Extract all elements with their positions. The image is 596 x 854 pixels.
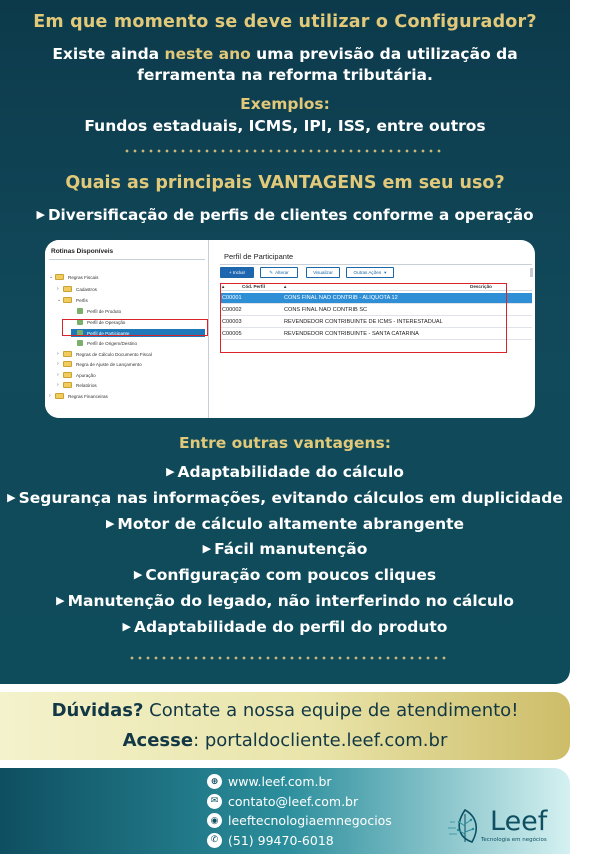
folder-icon [63,382,72,388]
advantage-item [0,566,570,584]
tree-item-label: Cadastros [76,286,97,292]
routines-title: Rotinas Disponíveis [51,248,114,255]
divider [49,259,205,260]
advantage-text: Manutenção do legado, não interferindo no cálculo [67,592,514,610]
intro-before: Existe ainda [52,45,165,63]
tree-item[interactable] [57,372,96,378]
contact-banner [0,692,570,760]
dotted-divider [128,656,448,660]
tree-item[interactable] [71,308,121,314]
tree-item-label: Perfil de Origem/Destino [87,340,138,346]
tree-item[interactable] [57,361,142,367]
folder-icon [55,274,64,280]
intro-paragraph [0,44,570,86]
profile-icon [77,308,83,314]
folder-icon [55,393,64,399]
bullet-triangle-icon: ▶ [133,568,143,582]
doubts-text: Contate a nossa equipe de atendimento! [143,700,519,721]
advantage-text: Motor de cálculo altamente abrangente [117,514,465,533]
cell-code: C00002 [222,307,242,313]
bullet-triangle-icon: ▶ [122,619,132,633]
advantage-text: Configuração com poucos cliques [145,566,437,585]
contact-text: www.leef.com.br [228,774,332,789]
pencil-icon: ✎ [269,269,274,275]
tree-item-label: Perfil de Participante [87,330,130,336]
sort-icon: ▴ [222,284,225,289]
chevron-right-icon: › [57,286,59,292]
bullet-triangle-icon: ▶ [7,490,16,504]
advantage-item [0,515,570,533]
chevron-right-icon: › [49,393,51,399]
question-title-1: Em que momento se deve utilizar o Configurador? [33,12,537,32]
tree-item-label: Perfil de Produto [87,308,122,314]
folder-icon [63,361,72,367]
tree-item-label: Regras Fiscais [68,274,99,280]
more-actions-label: Outras Ações [353,270,382,275]
column-code: Cód. Perfil [242,284,265,289]
globe-icon: ⊕ [207,774,222,789]
contact-item[interactable] [207,813,392,828]
dotted-divider [123,149,443,153]
bullet-triangle-icon: ▶ [36,208,45,221]
advantage-text: Fácil manutenção [214,540,368,559]
participant-profile-panel [210,240,535,418]
more-actions-button[interactable] [346,267,394,278]
logo-tagline: Tecnologia em negócios [481,837,547,843]
add-button[interactable]: + Incluir [220,267,254,278]
tree-item-label: Regra de Ajuste de Lançamento [76,361,142,367]
profile-icon [77,340,83,346]
tree-item[interactable] [57,286,97,292]
folder-icon [63,286,72,292]
highlight-box [62,319,208,336]
mail-icon: ✉ [207,794,222,809]
intro-highlight: neste ano [164,45,251,63]
bullet-triangle-icon: ▶ [166,465,175,478]
whatsapp-icon: ✆ [207,833,222,848]
doubts-line [0,700,570,721]
tree-item-label: Apuração [76,372,96,378]
examples-title: Exemplos: [240,95,330,113]
tree-item[interactable] [71,340,137,346]
tree-item[interactable] [49,274,98,280]
tree-item[interactable] [57,382,97,388]
examples-text: Fundos estaduais, ICMS, IPI, ISS, entre outros [84,117,486,135]
tree-item-label: Regras Financeiras [68,393,108,399]
chevron-down-icon: ⌄ [49,274,54,280]
chevron-down-icon: ⌄ [57,297,62,303]
chevron-right-icon: › [57,372,59,378]
bullet-triangle-icon: ▶ [202,542,212,556]
bullet-triangle-icon: ▶ [105,516,115,530]
advantage-item [0,592,570,610]
tree-item-label: Perfil de Operação [87,319,126,325]
advantage-item [0,489,570,507]
chevron-right-icon: › [57,382,59,388]
panel-title: Perfil de Participante [224,252,294,261]
access-link[interactable]: : portaldocliente.leef.com.br [193,730,448,751]
cell-description: CONS FINAL NAO CONTRIB SC [284,307,368,313]
cell-description: REVENDEDOR CONTRIBUINTE - SANTA CATARINA [284,331,419,337]
tree-item[interactable] [49,393,108,399]
view-button[interactable]: Visualizar [306,267,340,278]
advantage-item [0,540,570,558]
tree-item-label: Relatórios [76,382,97,388]
column-description: Descrição [470,284,492,289]
tree-item-label: Perfis [76,297,88,303]
routines-panel [45,240,209,418]
cell-description: REVENDEDOR CONTRIBUINTE DE ICMS - INTERESTADUAL [284,319,443,325]
cell-description: CONS FINAL NAO CONTRIB - ALIQUOTA 12 [284,295,398,301]
other-advantages-title: Entre outras vantagens: [179,434,391,452]
access-bold: Acesse [122,730,194,751]
advantage-item [0,618,570,636]
edit-button[interactable] [260,267,298,278]
cell-code: C00003 [222,319,242,325]
chevron-right-icon: › [57,351,59,357]
tree-item-label: Regras de Cálculo Documento Fiscal [76,351,152,357]
highlight-advantage [0,206,570,224]
folder-icon [63,351,72,357]
tree-item[interactable] [57,351,152,357]
advantage-text: Segurança nas informações, evitando cálculos em duplicidade [18,488,563,507]
cell-code: C00001 [222,295,242,301]
advantage-item [0,463,570,481]
contact-item[interactable] [207,774,332,789]
advantage-text: Adaptabilidade do cálculo [177,463,404,481]
scrollbar[interactable] [530,268,533,277]
intro-after: uma previsão da utilização da ferramenta na reforma tributária. [137,45,518,84]
divider [220,264,532,265]
contact-text: leeftecnologiaemnegocios [228,813,392,828]
highlight-box [220,283,507,353]
tree-item[interactable] [57,297,88,303]
leef-logo-icon [446,808,484,846]
chevron-right-icon: › [57,361,59,367]
advantage-text: Adaptabilidade do perfil do produto [134,617,448,636]
contact-text: contato@leef.com.br [228,793,359,809]
contact-item[interactable] [207,833,334,848]
logo-wordmark: Leef [490,806,548,837]
folder-icon [63,297,72,303]
contact-item[interactable] [207,794,358,809]
chevron-down-icon: ▾ [384,269,387,275]
doubts-bold: Dúvidas? [51,700,144,721]
instagram-icon: ◉ [207,813,222,828]
question-title-2: Quais as principais VANTAGENS em seu uso? [65,173,505,193]
sort-icon: ▴ [284,284,287,289]
cell-code: C00005 [222,331,242,337]
edit-label: Alterar [275,270,289,275]
bullet-triangle-icon: ▶ [56,594,65,607]
highlight-advantage-text: Diversificação de perfis de clientes conforme a operação [47,206,534,224]
right-margin [570,0,596,854]
system-screenshot [45,240,535,418]
folder-icon [63,372,72,378]
contact-text: (51) 99470-6018 [228,832,334,848]
access-line [0,730,570,751]
